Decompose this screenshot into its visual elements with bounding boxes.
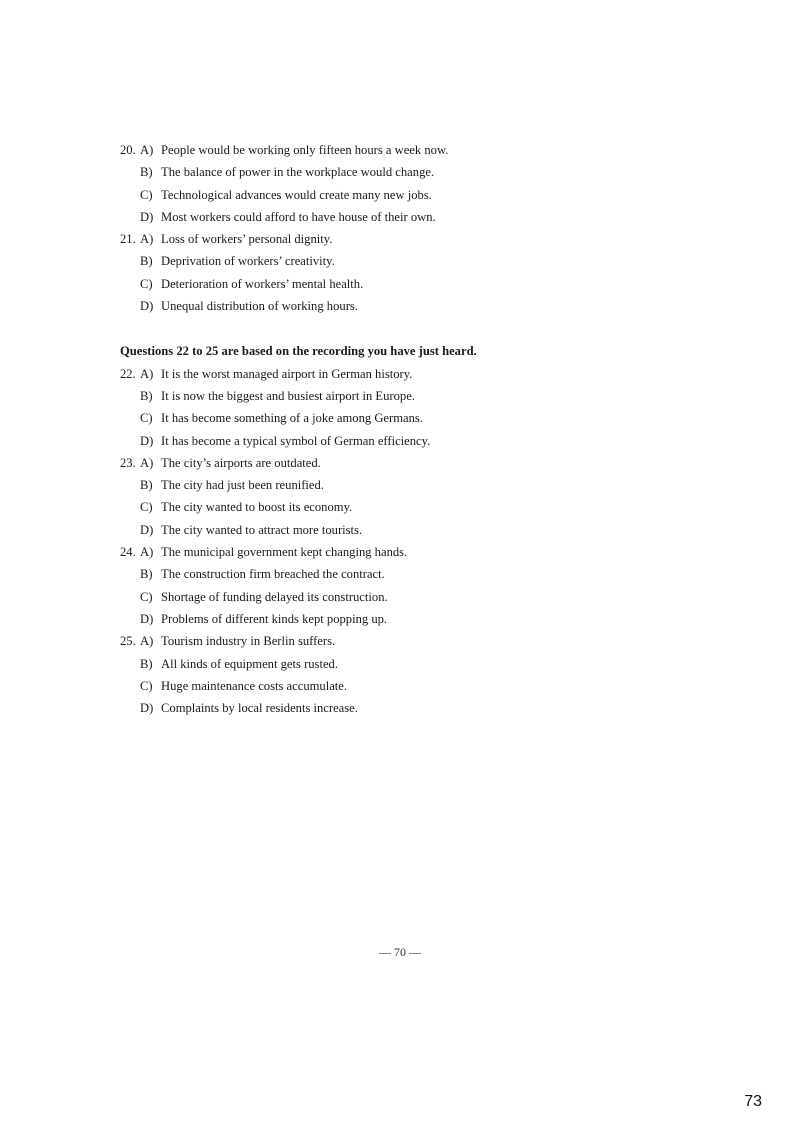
option-text: The city wanted to boost its economy. xyxy=(161,500,353,515)
answer-option xyxy=(0,630,800,652)
option-text: The city had just been reunified. xyxy=(161,478,324,493)
question-list xyxy=(0,139,800,719)
option-text: Complaints by local residents increase. xyxy=(161,701,358,716)
option-text: Tourism industry in Berlin suffers. xyxy=(161,634,336,649)
answer-option xyxy=(0,608,800,630)
option-text: Deterioration of workers’ mental health. xyxy=(161,276,364,291)
answer-option xyxy=(0,161,800,183)
option-letter: C) xyxy=(140,187,153,202)
option-text: The city’s airports are outdated. xyxy=(161,455,321,470)
option-text: Huge maintenance costs accumulate. xyxy=(161,678,348,693)
answer-option xyxy=(0,430,800,452)
question-number: 23. xyxy=(120,455,136,470)
option-text: It has become a typical symbol of German efficiency. xyxy=(161,433,431,448)
option-text: People would be working only fifteen hours a week now. xyxy=(161,143,449,157)
scan-page-number: 73 xyxy=(744,1093,762,1110)
option-letter: D) xyxy=(140,433,154,448)
option-letter: D) xyxy=(140,299,154,314)
answer-option xyxy=(0,697,800,719)
option-letter: C) xyxy=(140,678,153,693)
answer-option xyxy=(0,563,800,585)
answer-option xyxy=(0,586,800,608)
option-letter: D) xyxy=(140,701,154,716)
answer-option xyxy=(0,250,800,272)
option-letter: D) xyxy=(140,611,154,626)
section-spacer xyxy=(0,317,800,340)
answer-option xyxy=(0,228,800,250)
question-number: 20. xyxy=(120,143,136,157)
option-letter: B) xyxy=(140,478,153,493)
option-letter: C) xyxy=(140,276,153,291)
option-text: It has become something of a joke among Germans. xyxy=(161,411,423,426)
option-text: All kinds of equipment gets rusted. xyxy=(161,656,338,671)
answer-option xyxy=(0,184,800,206)
answer-option xyxy=(0,452,800,474)
answer-option xyxy=(0,496,800,518)
option-text: Deprivation of workers’ creativity. xyxy=(161,254,335,269)
option-text: Problems of different kinds kept popping up. xyxy=(161,611,388,626)
option-text: The city wanted to attract more tourists. xyxy=(161,522,363,537)
answer-option xyxy=(0,675,800,697)
option-letter: A) xyxy=(140,634,154,649)
option-text: It is now the biggest and busiest airport in Europe. xyxy=(161,388,415,403)
answer-option xyxy=(0,407,800,429)
option-text: The municipal government kept changing hands. xyxy=(161,545,408,560)
option-letter: C) xyxy=(140,589,153,604)
option-letter: B) xyxy=(140,567,153,582)
answer-option xyxy=(0,139,800,161)
answer-option xyxy=(0,653,800,675)
answer-option xyxy=(0,363,800,385)
option-letter: A) xyxy=(140,455,154,470)
question-number: 24. xyxy=(120,545,136,560)
option-letter: D) xyxy=(140,209,154,224)
option-letter: C) xyxy=(140,500,153,515)
option-letter: D) xyxy=(140,522,154,537)
answer-option xyxy=(0,519,800,541)
option-text: Loss of workers’ personal dignity. xyxy=(161,232,333,247)
option-letter: B) xyxy=(140,388,153,403)
answer-option xyxy=(0,295,800,317)
answer-option xyxy=(0,541,800,563)
option-letter: C) xyxy=(140,411,153,426)
answer-option xyxy=(0,206,800,228)
answer-option xyxy=(0,385,800,407)
option-text: Unequal distribution of working hours. xyxy=(161,299,358,314)
section-heading: Questions 22 to 25 are based on the recording you have just heard. xyxy=(120,344,477,359)
option-letter: A) xyxy=(140,143,154,157)
page-footer-number: — 70 — xyxy=(379,945,421,959)
answer-option xyxy=(0,474,800,496)
question-number: 25. xyxy=(120,634,136,649)
option-letter: A) xyxy=(140,366,154,381)
question-number: 21. xyxy=(120,232,136,247)
option-letter: A) xyxy=(140,545,154,560)
question-number: 22. xyxy=(120,366,136,381)
answer-option xyxy=(0,273,800,295)
option-letter: B) xyxy=(140,254,153,269)
option-text: Most workers could afford to have house of their own. xyxy=(161,209,436,224)
option-text: The construction firm breached the contract. xyxy=(161,567,385,582)
option-letter: B) xyxy=(140,165,153,180)
option-text: The balance of power in the workplace would change. xyxy=(161,165,435,180)
option-text: Technological advances would create many new jobs. xyxy=(161,187,432,202)
option-text: It is the worst managed airport in German history. xyxy=(161,366,413,381)
option-letter: B) xyxy=(140,656,153,671)
option-text: Shortage of funding delayed its construction. xyxy=(161,589,388,604)
option-letter: A) xyxy=(140,232,154,247)
